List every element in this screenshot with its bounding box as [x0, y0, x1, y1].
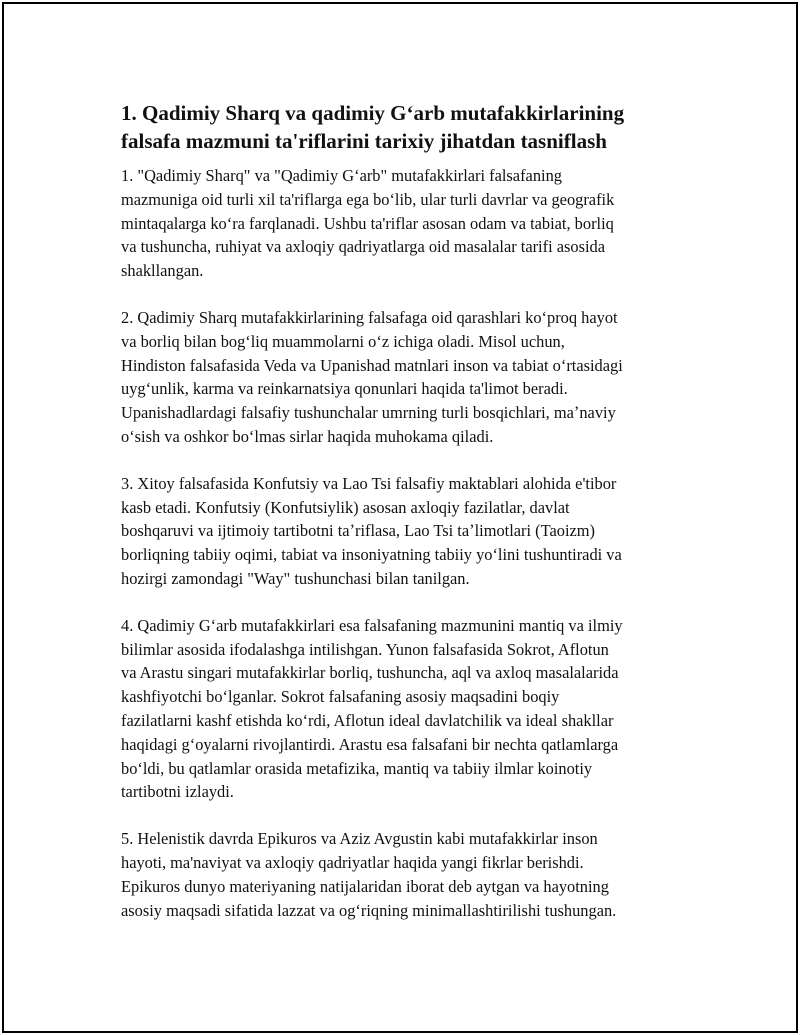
page-frame	[2, 2, 798, 1033]
document-body	[121, 99, 691, 945]
paragraph-2: 2. Qadimiy Sharq mutafakkirlarining falsafaga oid qarashlari koʻproq hayot va borliq bilan bogʻliq muammolarni oʻz ichiga oladi. Misol uchun, Hindiston falsafasida Veda va Upanishad matnlari inson va tabiat oʻrtasidagi uygʻunlik, karma va reinkarnatsiya qonunlari haqida ta'limot beradi. Upanishadlardagi falsafiy tushunchalar umrning turli bosqichlari, maʼnaviy oʻsish va oshkor boʻlmas sirlar haqida muhokama qiladi.	[121, 307, 623, 446]
paragraph-5: 5. Helenistik davrda Epikuros va Aziz Avgustin kabi mutafakkirlar inson hayoti, ma'naviyat va axloqiy qadriyatlar haqida yangi fikrlar berishdi. Epikuros dunyo materiyaning natijalaridan iborat deb aytgan va hayotning asosiy maqsadi sifatida lazzat va ogʻriqning minimallashtirilishi tushungan.	[121, 829, 617, 920]
document-title: 1. Qadimiy Sharq va qadimiy Gʻarb mutafakkirlarining falsafa mazmuni ta'riflarini tarixiy jihatdan tasniflash	[121, 101, 625, 153]
paragraph-4: 4. Qadimiy Gʻarb mutafakkirlari esa falsafaning mazmunini mantiq va ilmiy bilimlar asosida ifodalashga intilishgan. Yunon falsafasida Sokrot, Aflotun va Arastu singari mutafakkirlar borliq, tushuncha, aql va axloq masalalarida kashfiyotchi boʻlganlar. Sokrot falsafaning asosiy maqsadini boqiy fazilatlarni kashf etishda koʻrdi, Aflotun ideal davlatchilik va ideal shakllar haqidagi gʻoyalarni rivojlantirdi. Arastu esa falsafani bir nechta qatlamlarga boʻldi, bu qatlamlar orasida metafizika, mantiq va tabiiy ilmlar koinotiy tartibotni izlaydi.	[121, 615, 623, 802]
paragraph-3: 3. Xitoy falsafasida Konfutsiy va Lao Tsi falsafiy maktablari alohida e'tibor kasb etadi. Konfutsiy (Konfutsiylik) asosan axloqiy fazilatlar, davlat boshqaruvi va ijtimoiy tartibotni taʼriflasa, Lao Tsi taʼlimotlari (Taoizm) borliqning tabiiy oqimi, tabiat va insoniyatning tabiiy yoʻlini tushuntiradi va hozirgi zamondagi "Way" tushunchasi bilan tanilgan.	[121, 473, 622, 588]
paragraph-1: 1. "Qadimiy Sharq" va "Qadimiy Gʻarb" mutafakkirlari falsafaning mazmuniga oid turli xil ta'riflarga ega boʻlib, ular turli davrlar va geografik mintaqalarga koʻra farqlanadi. Ushbu ta'riflar asosan odam va tabiat, borliq va tushuncha, ruhiyat va axloqiy qadriyatlarga oid masalalar tarifi asosida shakllangan.	[121, 166, 615, 281]
